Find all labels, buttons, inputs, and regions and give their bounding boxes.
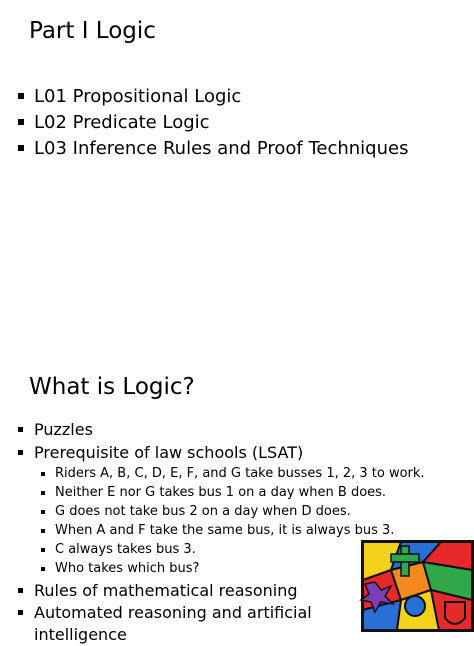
sub-bullet-text: Neither E nor G takes bus 1 on a day when B does. — [55, 485, 387, 500]
stained-glass-artwork — [361, 540, 474, 632]
square-bullet-icon — [41, 529, 45, 533]
bullet-text: L01 Propositional Logic — [34, 86, 242, 107]
square-bullet-icon — [18, 588, 23, 593]
bullet-text: Automated reasoning and artificial intelligence — [34, 603, 312, 644]
bullet-text: L02 Predicate Logic — [34, 112, 210, 133]
sub-bullet-text: Riders A, B, C, D, E, F, and G take busses 1, 2, 3 to work. — [55, 466, 425, 481]
square-bullet-icon — [18, 610, 23, 615]
sub-bullet-text: C always takes bus 3. — [55, 542, 196, 557]
square-bullet-icon — [41, 567, 45, 571]
square-bullet-icon — [41, 510, 45, 514]
bullet-text: L03 Inference Rules and Proof Techniques — [34, 138, 409, 159]
square-bullet-icon — [41, 491, 45, 495]
square-bullet-icon — [18, 450, 23, 455]
square-bullet-icon — [18, 93, 24, 99]
slide-title: What is Logic? — [29, 374, 195, 400]
sub-bullet-text: G does not take bus 2 on a day when D does. — [55, 504, 351, 519]
square-bullet-icon — [18, 427, 23, 432]
bullet-text: Prerequisite of law schools (LSAT) — [34, 443, 304, 462]
bullet-text: Puzzles — [34, 420, 93, 439]
square-bullet-icon — [41, 472, 45, 476]
square-bullet-icon — [18, 145, 24, 151]
square-bullet-icon — [41, 548, 45, 552]
slide-part-i-logic — [0, 0, 474, 316]
sub-bullet-text: Who takes which bus? — [55, 561, 200, 576]
slide-title: Part I Logic — [29, 18, 156, 44]
square-bullet-icon — [18, 119, 24, 125]
slide-what-is-logic — [0, 316, 474, 644]
sub-bullet-text: When A and F take the same bus, it is always bus 3. — [55, 523, 395, 538]
bullet-text: Rules of mathematical reasoning — [34, 581, 298, 600]
